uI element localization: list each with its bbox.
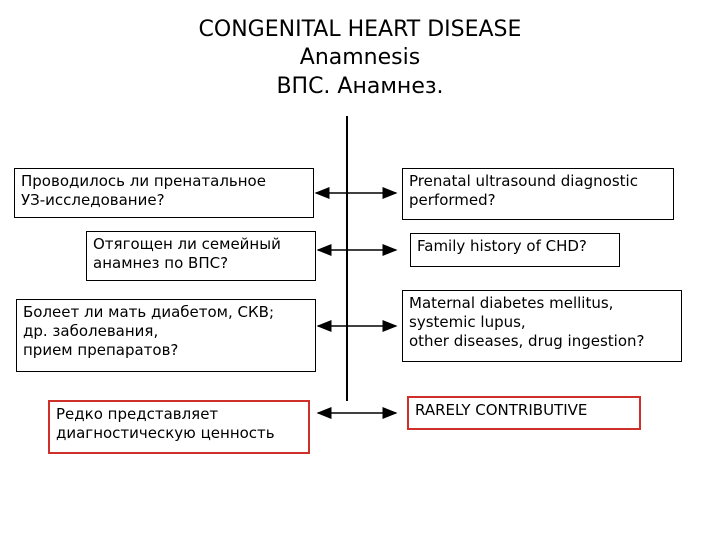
title-line-1: CONGENITAL HEART DISEASE (198, 17, 522, 42)
left-box-rarely-diagnostic: Редко представляет диагностическую ценность (48, 400, 310, 454)
title-line-2: Anamnesis (299, 45, 421, 70)
title-line-3: ВПС. Анамнез. (276, 74, 444, 99)
right-box-rarely-contributive: RARELY CONTRIBUTIVE (407, 396, 641, 430)
left-box-prenatal-ultrasound: Проводилось ли пренатальное УЗ-исследование? (14, 168, 314, 218)
right-box-family-history: Family history of CHD? (410, 233, 620, 267)
left-box-family-history: Отягощен ли семейный анамнез по ВПС? (86, 231, 316, 281)
right-box-maternal-disease: Maternal diabetes mellitus, systemic lupus, other diseases, drug ingestion? (402, 290, 682, 362)
left-box-maternal-disease: Болеет ли мать диабетом, СКВ; др. заболевания, прием препаратов? (16, 299, 316, 372)
right-box-prenatal-ultrasound: Prenatal ultrasound diagnostic performed? (402, 168, 674, 220)
